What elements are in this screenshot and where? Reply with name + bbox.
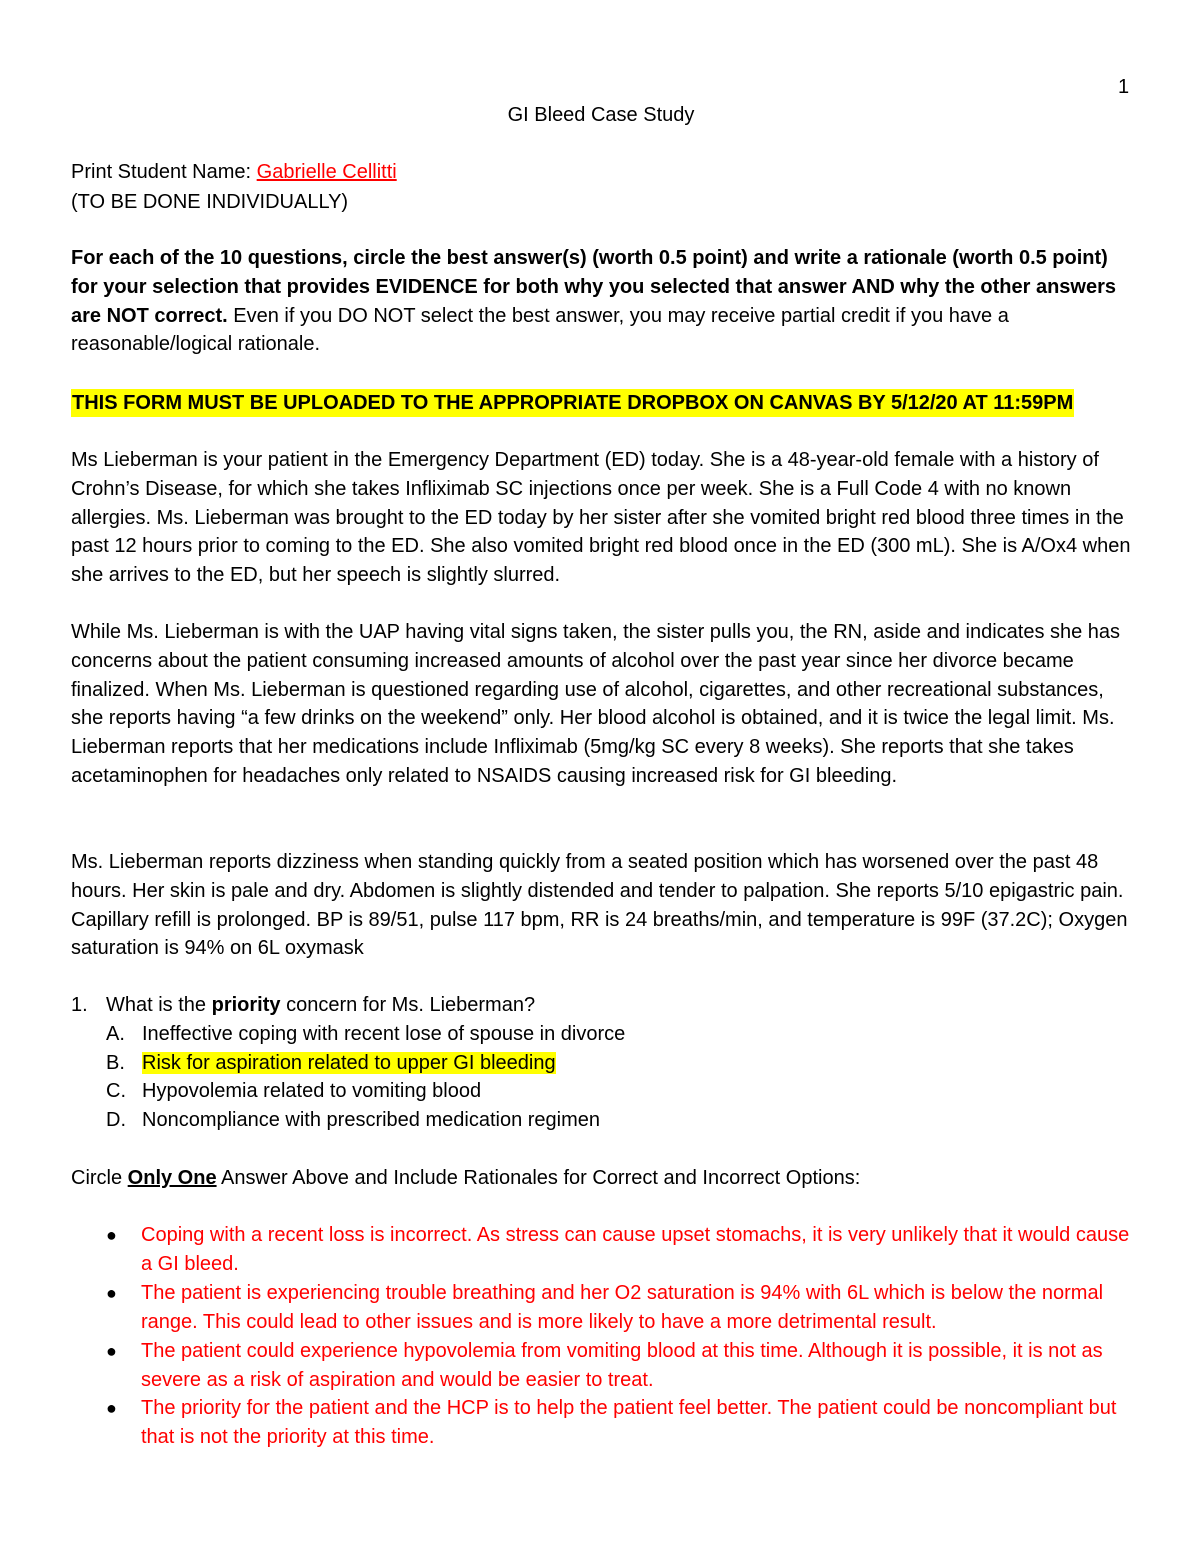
question-text-before: What is the: [106, 994, 212, 1016]
option-letter: B.: [106, 1052, 125, 1074]
rationale-item: [106, 1394, 1131, 1452]
instructions: [71, 244, 1131, 359]
question-number: 1.: [71, 994, 88, 1016]
page-number: 1: [1118, 76, 1130, 98]
individual-note: (TO BE DONE INDIVIDUALLY): [71, 191, 349, 213]
rationale-text: Coping with a recent loss is incorrect. As stress can cause upset stomachs, it is very unlikely that it would cause a GI bleed.: [141, 1224, 1130, 1275]
case-paragraph-3: Ms. Lieberman reports dizziness when standing quickly from a seated position which has worsened over the past 48 hours. Her skin is pale and dry. Abdomen is slightly distended and tender to palpation. She reports 5/10 epigastric pain. Capillary refill is prolonged. BP is 89/51, pulse 117 bpm, RR is 24 breaths/min, and temperature is 99F (37.2C); Oxygen saturation is 94% on 6L oxymask: [71, 851, 1128, 960]
bullet-icon: ●: [106, 1225, 117, 1245]
student-name-label: Print Student Name:: [71, 161, 257, 183]
option-text: Ineffective coping with recent lose of spouse in divorce: [142, 1023, 626, 1045]
deadline-banner: THIS FORM MUST BE UPLOADED TO THE APPROPRIATE DROPBOX ON CANVAS BY 5/12/20 AT 11:59PM: [71, 389, 1074, 417]
circle-instruction-after: Answer Above and Include Rationales for Correct and Incorrect Options:: [216, 1167, 861, 1189]
rationale-text: The patient is experiencing trouble breathing and her O2 saturation is 94% with 6L which is below the normal range. This could lead to other issues and is more likely to have a more detrimental result.: [141, 1282, 1104, 1333]
option-d[interactable]: [106, 1106, 600, 1134]
circle-instruction: [71, 1164, 860, 1193]
question-text: [106, 991, 535, 1020]
student-name-line: [71, 158, 397, 187]
option-c[interactable]: [106, 1077, 481, 1105]
instructions-normal: Even if you DO NOT select the best answer, you may receive partial credit if you have a reasonable/logical rationale.: [71, 304, 1009, 356]
option-text: Hypovolemia related to vomiting blood: [142, 1080, 482, 1102]
question-text-emphasis: priority: [211, 994, 281, 1016]
rationale-text: The patient could experience hypovolemia from vomiting blood at this time. Although it is possible, it is not as severe as a risk of aspiration and would be easier to treat.: [141, 1340, 1103, 1391]
question-text-after: concern for Ms. Lieberman?: [280, 994, 536, 1016]
option-letter: A.: [106, 1023, 125, 1045]
rationale-text: The priority for the patient and the HCP is to help the patient feel better. The patient could be noncompliant but that is not the priority at this time.: [141, 1397, 1117, 1448]
circle-instruction-emphasis: Only One: [127, 1167, 217, 1189]
document-title: GI Bleed Case Study: [507, 104, 695, 126]
option-text: Noncompliance with prescribed medication regimen: [142, 1109, 600, 1131]
circle-instruction-before: Circle: [71, 1167, 128, 1189]
option-letter: D.: [106, 1109, 126, 1131]
instructions-bold: For each of the 10 questions, circle the best answer(s) (worth 0.5 point) and write a rationale (worth 0.5 point) for your selection that provides EVIDENCE for both why you selected that answer AND why the other answers are NOT correct.: [71, 247, 1117, 327]
option-letter: C.: [106, 1080, 126, 1102]
case-paragraph-1: Ms Lieberman is your patient in the Emergency Department (ED) today. She is a 48-year-old female with a history of Crohn’s Disease, for which she takes Infliximab SC injections once per week. She is a Full Code 4 with no known allergies. Ms. Lieberman was brought to the ED today by her sister after she vomited bright red blood three times in the past 12 hours prior to coming to the ED. She also vomited bright red blood once in the ED (300 mL). She is A/Ox4 when she arrives to the ED, but her speech is slightly slurred.: [71, 449, 1131, 587]
option-a[interactable]: [106, 1020, 625, 1048]
option-b[interactable]: [106, 1049, 556, 1077]
bullet-icon: ●: [106, 1398, 117, 1418]
option-text-selected: Risk for aspiration related to upper GI bleeding: [142, 1052, 556, 1074]
bullet-icon: ●: [106, 1283, 117, 1303]
rationale-item: [106, 1221, 1131, 1279]
student-name-value: Gabrielle Cellitti: [256, 161, 397, 183]
case-paragraph-2: While Ms. Lieberman is with the UAP having vital signs taken, the sister pulls you, the RN, aside and indicates she has concerns about the patient consuming increased amounts of alcohol over the past year since her divorce became finalized. When Ms. Lieberman is questioned regarding use of alcohol, cigarettes, and other recreational substances, she reports having “a few drinks on the weekend” only. Her blood alcohol is obtained, and it is twice the legal limit. Ms. Lieberman reports that her medications include Infliximab (5mg/kg SC every 8 weeks). She reports that she takes acetaminophen for headaches only related to NSAIDS causing increased risk for GI bleeding.: [71, 621, 1121, 787]
rationale-item: [106, 1279, 1131, 1337]
rationale-item: [106, 1337, 1131, 1395]
bullet-icon: ●: [106, 1341, 117, 1361]
